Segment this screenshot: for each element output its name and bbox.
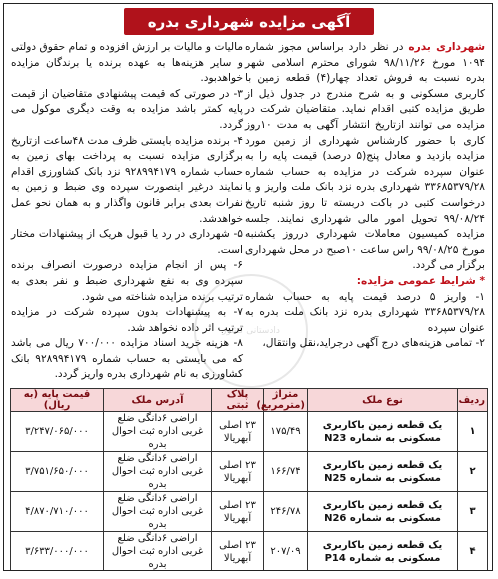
header-index: ردیف [458,389,488,412]
table-header-row [11,389,488,412]
row-area: ۲۰۷/۰۹ [264,532,308,572]
header-address: آدرس ملک [104,389,212,412]
municipality-name: شهرداری بدره [408,41,485,53]
row-price: ۴/۸۷۰/۷۱۰/۰۰۰ [11,492,104,532]
header-price: قیمت پایه (به ریال) [11,389,104,412]
ad-title: آگهی مزایده شهرداری بدره [124,8,374,35]
intro-paragraph [245,40,485,274]
header-type: نوع ملک [308,389,458,412]
left-column [11,40,243,383]
condition-2-cont: مالیات و مالیات بر ارزش افزوده و تمام حقوق دولتی و سایر هزینه‌ها به عهده برنده یا برندگان مزایده خواهدبود. [11,41,243,85]
condition-1: ۱- واریز ۵ درصد قیمت پایه به حساب شماره ۳۳۶۸۵۳۷۹/۲۸ شهرداری بدره نزد بانک ملت بدره به عنوان سپرده [245,290,485,334]
condition-5: ۵- شهرداری در رد یا قبول هریک از پیشنهادات مختار است. [11,228,243,256]
row-address: اراضی ۶دانگی ضلع غربی اداره ثبت احوال بدره [104,412,212,452]
condition-7: ۷- به پیشنهادات بدون سپرده شرکت در مزایده ترتیب اثر داده نخواهد شد. [11,306,243,334]
row-type: یک قطعه زمین باکاربری مسکونی به شماره N25 [308,452,458,492]
row-address: اراضی ۶دانگی ضلع غربی اداره ثبت احوال بدره [104,492,212,532]
table-row [11,492,488,532]
condition-8: ۸- هزینه خرید اسناد مزایده ۷۰۰/۰۰۰ ریال می باشد که می بایستی به حساب شماره ۹۲۸۹۹۴۱۷۹ بانک کشاورزی به نام شهرداری بدره واریز گردد. [11,337,243,381]
row-area: ۱۷۵/۴۹ [264,412,308,452]
row-price: ۳/۶۳۳/۰۰۰/۰۰۰ [11,532,104,572]
row-plate: ۲۳ اصلی آبهریالا [212,532,264,572]
row-index: ۳ [458,492,488,532]
row-index: ۴ [458,532,488,572]
row-address: اراضی ۶دانگی ضلع غربی اداره ثبت احوال بدره [104,532,212,572]
condition-4: ۴- برنده مزایده بایستی ظرف مدت ۴۸ساعت ازتاریخ برگزاری مزایده نسبت به پرداخت بهای زمین به حساب شماره ۹۲۸۹۹۴۱۷۹ نزد بانک کشاورزی اقدام نمایند درغیر اینصورت سپرده وی ضبط و زمین به نفرات بعدی برابر قانون واگذار و به همان نحو عمل خواهدشد. [11,134,243,225]
header-area: متراژ (مترمربع) [264,389,308,412]
table-row [11,452,488,492]
row-plate: ۲۳ اصلی آبهریالا [212,452,264,492]
right-column [245,40,485,352]
watermark-seal: دادستانی کشور [194,274,308,388]
row-address: اراضی ۶دانگی ضلع غربی اداره ثبت احوال بدره [104,452,212,492]
row-price: ۳/۷۵۱/۶۵۰/۰۰۰ [11,452,104,492]
property-table [10,388,488,571]
row-plate: ۲۳ اصلی آبهریالا [212,412,264,452]
header-plate: پلاک ثبتی [212,389,264,412]
condition-3: ۳- در صورتی که قیمت پیشنهادی متقاضیان از قیمت پایه کمتر باشد مزایده به وقت دیگری موکول می گردد. [11,87,243,131]
intro-text: در نظر دارد براساس مجوز شماره ۱۰۹۴ مورخ ۹۸/۱۱/۲۶ شورای محترم اسلامی شهر بدره نسبت به فروش تعداد چهار(۴) قطعه زمین با کاربری مسکونی و به شرح مندرج در جدول ذیل از طریق مزایده کتبی اقدام نماید. متقاضیان شرکت در مزایده می توانند ازتاریخ انتشار آگهی به مدت ۱۰روز کاری با حضور کارشناس شهرداری از زمین مورد مزایده بازدید و معادل پنج(۵ درصد) قیمت پایه را به عنوان سپرده شرکت در مزایده به حساب شماره ۳۳۶۸۵۳۷۹/۲۸ شهرداری بدره نزد بانک ملت واریز و یا درخواست کتبی در باکت دربسته تا روز شنبه تاریخ ۹۹/۰۸/۲۴ تحویل امور مالی شهرداری نمایند. جلسه مزایده کمیسیون معاملات شهرداری درروز یکشنبه مورخ ۹۹/۰۸/۲۵ راس ساعت ۱۰صبح در محل شهرداری برگزار می گردد. [245,41,486,272]
condition-6: ۶- پس از انجام مزایده درصورت انصراف برنده سپرده وی به نفع شهرداری ضبط و نفر بعدی به ترتیب برنده مزایده شناخته می شود. [11,259,243,303]
row-index: ۱ [458,412,488,452]
table-row [11,412,488,452]
ad-page [3,3,493,571]
row-plate: ۲۳ اصلی آبهریالا [212,492,264,532]
row-index: ۲ [458,452,488,492]
general-conditions-heading: * شرایط عمومی مزایده: [356,274,485,287]
condition-2-start: ۲- تمامی هزینه‌های درج آگهی درجراید،نقل وانتقال، [262,337,485,350]
row-area: ۲۴۶/۷۸ [264,492,308,532]
table-row [11,532,488,572]
row-type: یک قطعه زمین باکاربری مسکونی به شماره N23 [308,412,458,452]
row-type: یک قطعه زمین باکاربری مسکونی به شماره N26 [308,492,458,532]
row-type: یک قطعه زمین باکاربری مسکونی به شماره P14 [308,532,458,572]
row-area: ۱۶۶/۷۴ [264,452,308,492]
row-price: ۳/۲۴۷/۰۶۵/۰۰۰ [11,412,104,452]
